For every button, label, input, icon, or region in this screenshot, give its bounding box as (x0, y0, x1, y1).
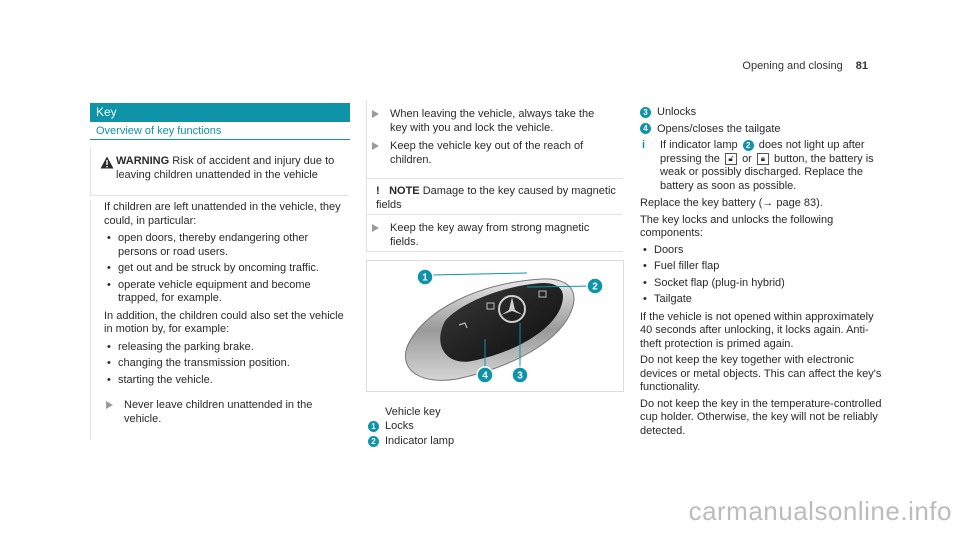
watermark: carmanualsonline.info (688, 496, 952, 526)
list-item: • operate vehicle equipment and become trapped, for example. (104, 279, 344, 306)
note-text: Damage to the key caused by magnetic fields (376, 185, 616, 211)
list-item: • Fuel filler flap (640, 260, 885, 274)
replace-battery-text: Replace the key battery (→ page 83). (640, 197, 823, 209)
legend-badge: 2 (368, 436, 379, 447)
info-or: or (742, 152, 752, 165)
motion-list (104, 341, 344, 388)
note-icon: ! (376, 185, 380, 197)
legend-item (640, 106, 885, 120)
instruction-step (370, 222, 610, 249)
note-text-block (376, 185, 616, 212)
list-item: • get out and be struck by oncoming traffic. (104, 262, 344, 276)
callout-4: 4 (482, 370, 488, 382)
unlock-button-icon: 🔓︎ (725, 153, 737, 165)
paragraph: If the vehicle is not opened within approximately 40 seconds after unlocking, it locks again. Anti-theft protection is primed again. (640, 310, 874, 350)
step-text: Keep the vehicle key out of the reach of children. (390, 140, 584, 166)
legend-badge: 2 (743, 140, 754, 151)
legend-item (368, 420, 414, 434)
instruction-step (370, 140, 610, 167)
paragraph: Do not keep the key together with electronic devices or metal objects. This can affect the key's functionality. (640, 354, 882, 393)
info-text-a: If indicator lamp (660, 139, 738, 151)
page-header (742, 60, 868, 72)
info-icon: i (642, 139, 646, 151)
callout-1: 1 (422, 272, 428, 284)
section-title: Opening and closing (742, 60, 843, 72)
info-text-c: button, the battery is weak or possibly discharged. Replace the battery as soon as possible. (660, 152, 874, 192)
step-text: Keep the key away from strong magnetic fields. (390, 222, 590, 248)
list-item: • open doors, thereby endangering other persons or road users. (104, 232, 344, 259)
warning-body (104, 201, 344, 426)
lock-button-icon: 🔒︎ (757, 153, 769, 165)
legend-badge: 3 (640, 107, 651, 118)
instruction-step (370, 108, 610, 135)
risk-list (104, 232, 344, 306)
warning-icon (100, 156, 114, 169)
warning-label: WARNING (116, 155, 170, 167)
note-divider (366, 214, 622, 215)
figure-caption: Vehicle key (385, 406, 441, 418)
instruction-step (104, 399, 344, 426)
subheading-overview: Overview of key functions (96, 125, 222, 137)
info-note (640, 139, 885, 193)
callout-2: 2 (592, 281, 598, 293)
list-item: • Doors (640, 244, 885, 258)
paragraph: Do not keep the key in the temperature-controlled cup holder. Otherwise, the key will not be reliably detected. (640, 397, 882, 437)
callout-3: 3 (517, 370, 523, 382)
legend-text: Indicator lamp (385, 435, 455, 447)
list-item: • starting the vehicle. (104, 374, 344, 388)
legend-text: Unlocks (657, 106, 697, 118)
components-list (640, 244, 885, 307)
page-number: 81 (855, 60, 868, 72)
list-item: • changing the transmission position. (104, 357, 344, 371)
locks-intro: The key locks and unlocks the following components: (640, 213, 834, 239)
legend-text: Opens/closes the tailgate (657, 122, 781, 135)
warning-text-block (116, 155, 344, 182)
list-item: • Socket flap (plug-in hybrid) (640, 277, 885, 291)
addition-text: In addition, the children could also set the vehicle in motion by, for example: (104, 309, 344, 335)
legend-item (640, 123, 885, 137)
legend-text: Locks (385, 420, 414, 432)
column-3 (640, 106, 885, 441)
step-arrow-icon (372, 224, 379, 232)
subheading-rule (90, 139, 350, 140)
section-heading-key: Key (90, 103, 350, 122)
legend-badge: 4 (640, 123, 651, 134)
vehicle-key-illustration (366, 260, 624, 392)
column-rule (366, 100, 367, 180)
list-item: • releasing the parking brake. (104, 341, 344, 355)
legend-item (368, 435, 454, 449)
note-label: NOTE (389, 185, 420, 197)
legend-badge: 1 (368, 421, 379, 432)
column-rule (90, 200, 91, 440)
vehicle-key-icon (367, 261, 623, 391)
warning-text: Risk of accident and injury due to leaving children unattended in the vehicle (116, 155, 335, 181)
info-text-b: does not light up after pressing the (660, 139, 865, 165)
step-arrow-icon (372, 142, 379, 150)
step-text: Never leave children unattended in the vehicle. (124, 399, 313, 425)
warning-intro: If children are left unattended in the vehicle, they could, in particular: (104, 201, 341, 227)
list-item: • Tailgate (640, 293, 885, 307)
step-arrow-icon (106, 401, 113, 409)
step-arrow-icon (372, 110, 379, 118)
step-text: When leaving the vehicle, always take the key with you and lock the vehicle. (390, 108, 595, 134)
